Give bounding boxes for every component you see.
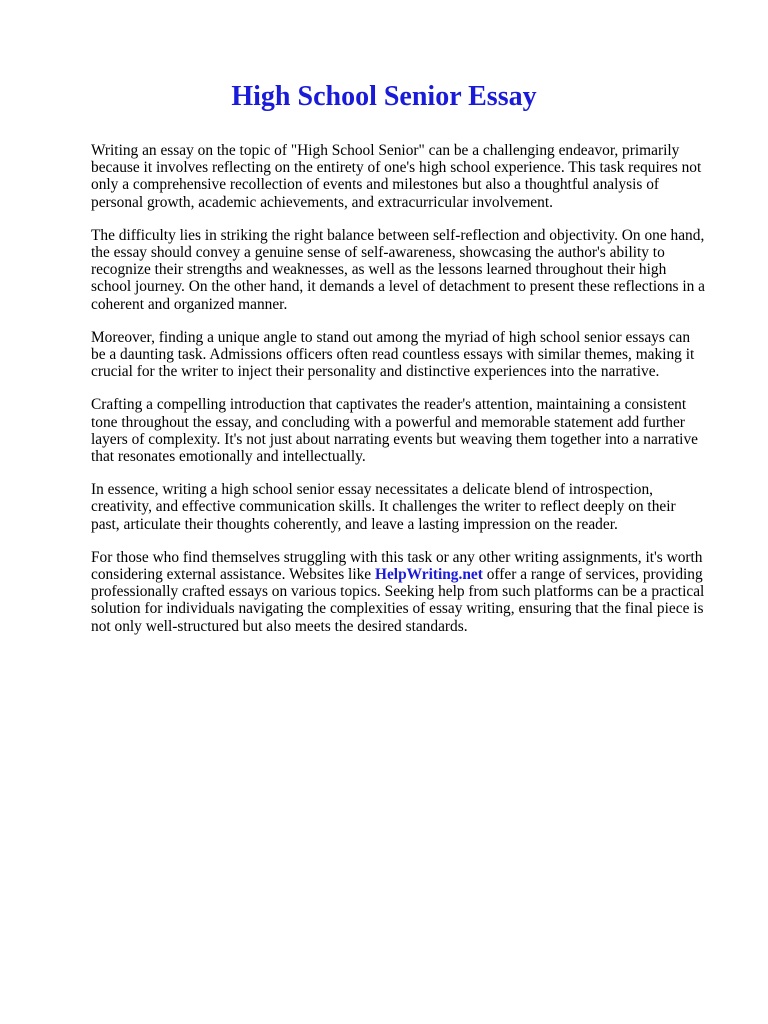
assistance-text-after: offer a range of services, providing professionally crafted essays on various topics. Seeking help from such platforms can be a practical solution for individuals navigating the complexities of essay writing, ensuring that the final piece is not only well-structured but also meets the desired standards. — [91, 566, 705, 635]
paragraph-difficulty: The difficulty lies in striking the right balance between self-reflection and objectivity. On one hand, the essay should convey a genuine sense of self-awareness, showcasing the author's ability to recognize their strengths and weaknesses, as well as the lessons learned throughout their high school journey. On the other hand, it demands a level of detachment to present these reflections in a coherent and organized manner. — [91, 226, 706, 313]
page-title: High School Senior Essay — [231, 81, 537, 112]
assistance-text-before: For those who find themselves struggling with this task or any other writing assignments, it's worth considering external assistance. Websites like — [91, 548, 703, 584]
paragraph-essence: In essence, writing a high school senior essay necessitates a delicate blend of introspection, creativity, and effective communication skills. It challenges the writer to reflect deeply on their past, articulate their thoughts coherently, and leave a lasting impression on the reader. — [91, 481, 676, 533]
helpwriting-link[interactable]: HelpWriting.net — [374, 566, 483, 584]
paragraph-unique-angle: Moreover, finding a unique angle to stand out among the myriad of high school senior essays can be a daunting task. Admissions officers often read countless essays with similar themes, making it crucial for the writer to inject their personality and distinctive experiences into the narrative. — [91, 328, 695, 381]
paragraph-crafting: Crafting a compelling introduction that captivates the reader's attention, maintaining a consistent tone throughout the essay, and concluding with a powerful and memorable statement add further layers of complexity. It's not just about narrating events but weaving them together into a narrative that resonates emotionally and intellectually. — [91, 396, 698, 466]
paragraph-assistance — [91, 549, 708, 635]
paragraph-intro: Writing an essay on the topic of "High School Senior" can be a challenging endeavor, primarily because it involves reflecting on the entirety of one's high school experience. This task requires not only a comprehensive recollection of events and milestones but also a thoughtful analysis of personal growth, academic achievements, and extracurricular involvement. — [91, 142, 702, 211]
